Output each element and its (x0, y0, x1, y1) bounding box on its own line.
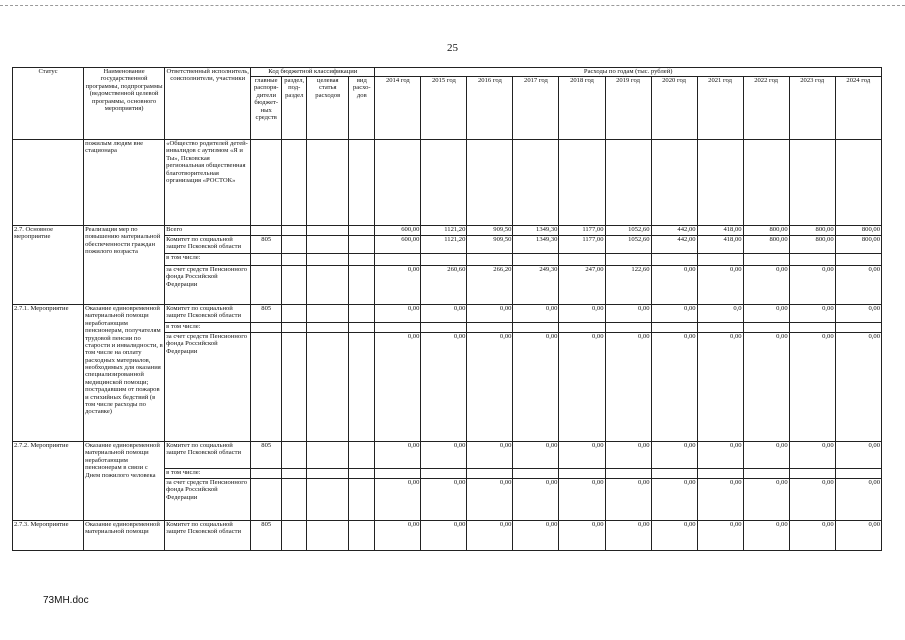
row-year-value: 0,00 (421, 305, 467, 323)
row-year-value: 800,00 (835, 236, 881, 254)
row-year-value: 247,00 (559, 266, 605, 305)
row-year-value (421, 254, 467, 266)
row-year-value (651, 140, 697, 226)
row-year-value: 0,00 (605, 442, 651, 469)
header-budget-code: Код бюджетной классификации (251, 68, 375, 77)
row-target-article (307, 479, 349, 521)
row-year-value: 0,00 (835, 521, 881, 551)
row-section (282, 323, 307, 333)
row-year-value: 0,00 (513, 521, 559, 551)
row-year-value (697, 323, 743, 333)
row-grbs (251, 333, 282, 442)
row-year-value: 0,00 (559, 479, 605, 521)
row-year-value: 0,0 (697, 305, 743, 323)
row-grbs (251, 469, 282, 479)
row-year-value (697, 254, 743, 266)
row-year-value: 0,00 (835, 266, 881, 305)
row-year-value (513, 140, 559, 226)
row-executor: в том числе: (165, 323, 251, 333)
row-year-value: 0,00 (421, 521, 467, 551)
header-year: 2018 год (559, 77, 605, 140)
row-year-value: 0,00 (789, 266, 835, 305)
row-year-value: 0,00 (559, 333, 605, 442)
row-grbs (251, 266, 282, 305)
row-year-value: 0,00 (467, 333, 513, 442)
row-year-value: 0,00 (513, 479, 559, 521)
row-year-value (467, 140, 513, 226)
header-year: 2023 год (789, 77, 835, 140)
table-row (13, 140, 882, 226)
row-year-value: 260,60 (421, 266, 467, 305)
row-year-value (697, 140, 743, 226)
header-expenses: Расходы по годам (тыс. рублей) (375, 68, 882, 77)
row-year-value: 0,00 (743, 479, 789, 521)
row-target-article (307, 469, 349, 479)
row-target-article (307, 442, 349, 469)
table-row (13, 226, 882, 236)
row-section (282, 469, 307, 479)
row-executor: в том числе: (165, 469, 251, 479)
row-year-value: 0,00 (513, 305, 559, 323)
row-executor: Комитет по социальной защите Псковской области (165, 305, 251, 323)
row-year-value: 0,00 (375, 442, 421, 469)
row-year-value: 0,00 (467, 305, 513, 323)
row-year-value (375, 140, 421, 226)
row-expense-type (349, 323, 375, 333)
row-section (282, 333, 307, 442)
row-year-value (605, 323, 651, 333)
row-year-value: 0,00 (651, 442, 697, 469)
row-year-value: 0,00 (467, 479, 513, 521)
row-year-value: 0,00 (743, 521, 789, 551)
row-year-value: 0,00 (467, 442, 513, 469)
row-year-value (835, 469, 881, 479)
row-target-article (307, 333, 349, 442)
header-year: 2015 год (421, 77, 467, 140)
row-year-value (605, 469, 651, 479)
row-year-value (421, 323, 467, 333)
row-grbs (251, 226, 282, 236)
row-year-value: 442,00 (651, 226, 697, 236)
row-year-value: 0,00 (651, 266, 697, 305)
row-status: 2.7.3. Мероприятие (13, 521, 84, 551)
row-year-value (789, 469, 835, 479)
row-grbs (251, 254, 282, 266)
row-grbs: 805 (251, 305, 282, 323)
row-year-value: 1177,00 (559, 226, 605, 236)
scan-top-rule (0, 5, 905, 6)
row-expense-type (349, 479, 375, 521)
row-expense-type (349, 469, 375, 479)
row-executor: за счет средств Пенсионного фонда Российской Федерации (165, 266, 251, 305)
row-year-value: 800,00 (789, 236, 835, 254)
header-year: 2024 год (835, 77, 881, 140)
row-status: 2.7.1. Мероприятие (13, 305, 84, 442)
row-expense-type (349, 442, 375, 469)
row-year-value: 0,00 (697, 266, 743, 305)
row-section (282, 305, 307, 323)
row-year-value: 266,20 (467, 266, 513, 305)
row-year-value: 0,00 (743, 266, 789, 305)
row-year-value: 1177,00 (559, 236, 605, 254)
header-year: 2014 год (375, 77, 421, 140)
row-year-value: 0,00 (421, 442, 467, 469)
row-year-value: 0,00 (651, 521, 697, 551)
row-year-value (375, 254, 421, 266)
row-grbs: 805 (251, 442, 282, 469)
row-expense-type (349, 305, 375, 323)
row-year-value (789, 140, 835, 226)
row-name: Оказание единовременной материальной помощи неработающим пенсионерам, получателям трудовой пенсии по старости и инвалидности, в том числе на оплату расходных материалов, необходимых для оказания специализированной медицинской помощи; пострадавшим от пожаров и стихийных бедствий (в том числе расходы по доставке) (84, 305, 165, 442)
row-year-value: 0,00 (375, 479, 421, 521)
row-target-article (307, 521, 349, 551)
row-name: Оказание единовременной материальной помощи неработающим пенсионерам в связи с Днем пожилого человека (84, 442, 165, 521)
row-executor: Комитет по социальной защите Псковской области (165, 442, 251, 469)
row-executor: «Общество родителей детей-инвалидов с аутизмом «Я и Ты», Псковская региональная общественная благотворительная организация «РОСТОК» (165, 140, 251, 226)
row-expense-type (349, 521, 375, 551)
table-row (13, 442, 882, 469)
row-year-value (789, 254, 835, 266)
row-year-value: 249,30 (513, 266, 559, 305)
row-expense-type (349, 254, 375, 266)
budget-table (12, 67, 882, 551)
row-expense-type (349, 236, 375, 254)
row-year-value (513, 323, 559, 333)
row-target-article (307, 140, 349, 226)
row-year-value: 0,00 (605, 333, 651, 442)
row-target-article (307, 323, 349, 333)
row-year-value (651, 323, 697, 333)
row-year-value: 418,00 (697, 236, 743, 254)
header-section: раздел, под-раздел (282, 77, 307, 140)
header-year: 2020 год (651, 77, 697, 140)
row-year-value: 0,00 (697, 479, 743, 521)
row-year-value: 0,00 (513, 333, 559, 442)
table-body (13, 140, 882, 551)
row-expense-type (349, 140, 375, 226)
row-year-value (789, 323, 835, 333)
row-executor: за счет средств Пенсионного фонда Российской Федерации (165, 479, 251, 521)
row-year-value (835, 323, 881, 333)
row-year-value: 0,00 (421, 333, 467, 442)
row-year-value: 0,00 (835, 333, 881, 442)
row-target-article (307, 254, 349, 266)
row-year-value: 1052,60 (605, 226, 651, 236)
row-expense-type (349, 266, 375, 305)
row-section (282, 236, 307, 254)
row-year-value: 0,00 (697, 521, 743, 551)
row-year-value: 909,50 (467, 236, 513, 254)
row-year-value (421, 140, 467, 226)
row-year-value: 0,00 (697, 442, 743, 469)
row-grbs: 805 (251, 521, 282, 551)
row-year-value: 800,00 (743, 226, 789, 236)
row-year-value: 0,00 (513, 442, 559, 469)
row-section (282, 226, 307, 236)
row-year-value: 0,00 (789, 521, 835, 551)
row-target-article (307, 226, 349, 236)
row-year-value: 0,00 (559, 305, 605, 323)
row-year-value: 600,00 (375, 226, 421, 236)
row-section (282, 254, 307, 266)
row-year-value (513, 254, 559, 266)
row-year-value: 0,00 (651, 479, 697, 521)
row-year-value: 1121,20 (421, 236, 467, 254)
row-executor: Всего (165, 226, 251, 236)
row-year-value: 418,00 (697, 226, 743, 236)
row-year-value (467, 254, 513, 266)
row-year-value (835, 140, 881, 226)
row-year-value (559, 140, 605, 226)
row-year-value: 0,00 (375, 521, 421, 551)
row-year-value: 0,00 (467, 521, 513, 551)
header-status: Статус (13, 68, 84, 140)
row-target-article (307, 236, 349, 254)
header-grbs: главные распоря-дители бюджет-ных средств (251, 77, 282, 140)
row-year-value: 0,00 (375, 266, 421, 305)
row-year-value: 0,00 (605, 479, 651, 521)
row-status (13, 140, 84, 226)
row-status: 2.7. Основное мероприятие (13, 226, 84, 305)
row-year-value: 0,00 (789, 305, 835, 323)
row-year-value: 0,00 (789, 479, 835, 521)
row-year-value: 0,00 (743, 333, 789, 442)
document-filename: 73MH.doc (43, 595, 89, 606)
row-year-value: 0,00 (605, 305, 651, 323)
row-year-value (375, 469, 421, 479)
header-year: 2017 год (513, 77, 559, 140)
row-year-value: 0,00 (651, 305, 697, 323)
row-year-value (697, 469, 743, 479)
row-year-value: 800,00 (789, 226, 835, 236)
row-year-value (605, 254, 651, 266)
row-grbs (251, 323, 282, 333)
row-year-value: 1121,20 (421, 226, 467, 236)
row-year-value (743, 323, 789, 333)
row-year-value: 0,00 (375, 333, 421, 442)
header-year: 2021 год (697, 77, 743, 140)
row-year-value: 0,00 (743, 442, 789, 469)
row-year-value (467, 469, 513, 479)
row-section (282, 266, 307, 305)
row-name: Оказание единовременной материальной помощи (84, 521, 165, 551)
row-grbs (251, 140, 282, 226)
row-year-value: 1349,30 (513, 236, 559, 254)
row-year-value: 0,00 (559, 521, 605, 551)
row-year-value: 0,00 (743, 305, 789, 323)
row-year-value (467, 323, 513, 333)
row-year-value (559, 254, 605, 266)
row-year-value: 1052,60 (605, 236, 651, 254)
header-expense-type: вид расхо-дов (349, 77, 375, 140)
header-year: 2016 год (467, 77, 513, 140)
row-year-value: 1349,30 (513, 226, 559, 236)
row-target-article (307, 305, 349, 323)
row-year-value (605, 140, 651, 226)
row-year-value (421, 469, 467, 479)
row-target-article (307, 266, 349, 305)
row-status: 2.7.2. Мероприятие (13, 442, 84, 521)
table-row (13, 305, 882, 323)
row-year-value: 800,00 (743, 236, 789, 254)
row-year-value: 0,00 (835, 305, 881, 323)
row-year-value (743, 140, 789, 226)
row-year-value: 909,50 (467, 226, 513, 236)
row-year-value: 0,00 (605, 521, 651, 551)
row-section (282, 521, 307, 551)
row-executor: Комитет по социальной защите Псковской области (165, 521, 251, 551)
row-year-value: 0,00 (789, 442, 835, 469)
row-year-value (743, 254, 789, 266)
row-year-value: 442,00 (651, 236, 697, 254)
table-row (13, 521, 882, 551)
row-expense-type (349, 226, 375, 236)
row-year-value: 0,00 (697, 333, 743, 442)
row-executor: Комитет по социальной защите Псковской области (165, 236, 251, 254)
row-year-value: 0,00 (375, 305, 421, 323)
row-name: Реализация мер по повышению материальной обеспеченности граждан пожилого возраста (84, 226, 165, 305)
row-year-value: 0,00 (835, 442, 881, 469)
row-executor: за счет средств Пенсионного фонда Российской Федерации (165, 333, 251, 442)
row-name: пожилым людям вне стационара (84, 140, 165, 226)
row-year-value: 0,00 (651, 333, 697, 442)
header-year: 2019 год (605, 77, 651, 140)
row-year-value: 0,00 (789, 333, 835, 442)
row-section (282, 442, 307, 469)
row-executor: в том числе: (165, 254, 251, 266)
row-year-value (651, 254, 697, 266)
row-year-value (835, 254, 881, 266)
row-year-value: 600,00 (375, 236, 421, 254)
row-section (282, 479, 307, 521)
row-year-value (375, 323, 421, 333)
row-year-value: 0,00 (559, 442, 605, 469)
row-year-value: 122,60 (605, 266, 651, 305)
table-header (13, 68, 882, 140)
row-year-value: 800,00 (835, 226, 881, 236)
row-section (282, 140, 307, 226)
row-year-value: 0,00 (421, 479, 467, 521)
row-year-value (559, 469, 605, 479)
header-year: 2022 год (743, 77, 789, 140)
header-name: Наименование государственной программы, подпрограммы (ведомственной целевой программы, основного мероприятия) (84, 68, 165, 140)
row-year-value (513, 469, 559, 479)
row-year-value (743, 469, 789, 479)
row-grbs: 805 (251, 236, 282, 254)
row-year-value (559, 323, 605, 333)
row-grbs (251, 479, 282, 521)
page-number: 25 (447, 42, 458, 54)
row-year-value (651, 469, 697, 479)
header-target-article: целевая статья расходов (307, 77, 349, 140)
row-expense-type (349, 333, 375, 442)
header-executor: Ответственный исполнитель, соисполнители, участники (165, 68, 251, 140)
row-year-value: 0,00 (835, 479, 881, 521)
